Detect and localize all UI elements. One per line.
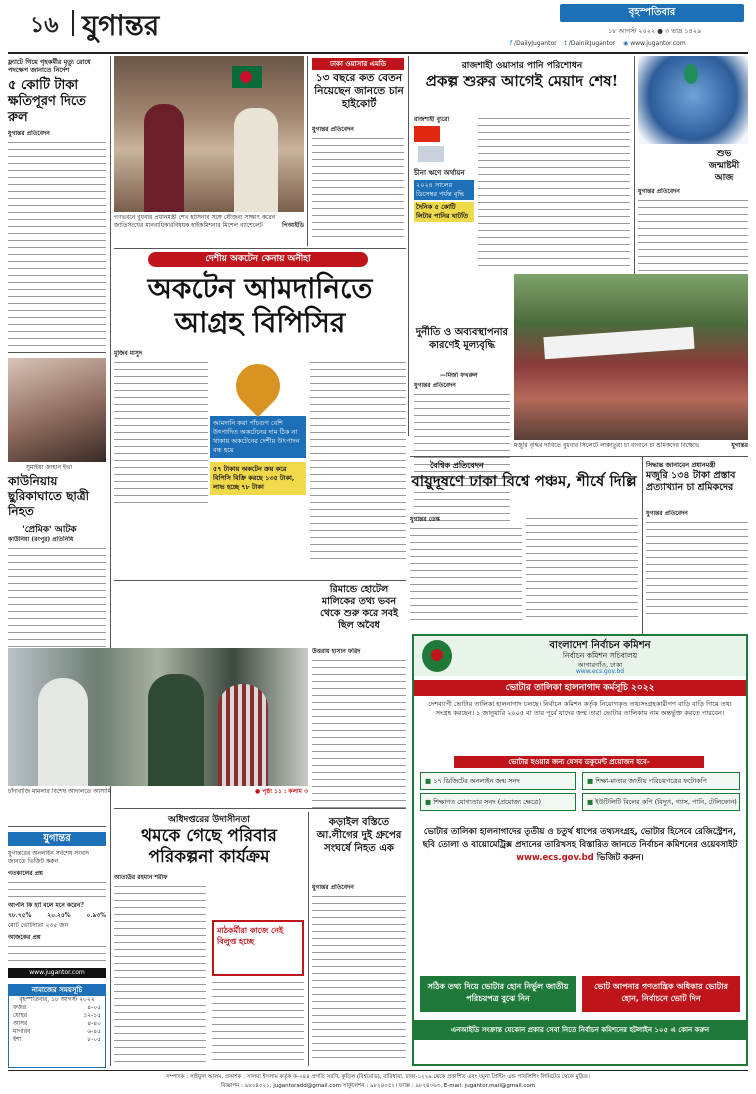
court-photo (8, 648, 308, 786)
info-text-2: ৫৭ টাকায় অকটেন ক্রয় করে বিপিসি বিক্রি করছে ১৩৫ টাকা, লাভ হচ্ছে ৭৮ টাকা (210, 462, 306, 495)
china-flag-icon (414, 126, 440, 142)
prayer-row: আসর ৪-৪০ (13, 1020, 101, 1027)
check-icon: ■ (587, 777, 594, 785)
weekday-badge: বৃহস্পতিবার (560, 4, 744, 22)
social-link-1[interactable]: /DailyJugantor (514, 40, 557, 47)
web-icon: ◉ (623, 40, 629, 47)
ec-title: বাংলাদেশ নির্বাচন কমিশন (549, 640, 651, 651)
air-body-2 (526, 516, 638, 622)
rajshahi-byline: রাজশাহী ব্যুরো (414, 116, 450, 123)
rajshahi-box-line: দৈনিক ৫ কোটি লিটার পানির ঘাটতি (414, 202, 474, 222)
prayer-date: বৃহস্পতিবার, ১৮ আগস্ট ২০২২ (19, 996, 95, 1003)
rajshahi-kicker: রাজশাহী ওয়াসার পানি পরিশোধন (461, 61, 583, 71)
air-body-1 (410, 526, 522, 622)
krishna-title: শুভ জন্মাষ্টমী আজ (708, 149, 740, 183)
victim-caption: সুমাইয়া জাহান ইভা (26, 464, 73, 471)
social-link-3[interactable]: www.jugantor.com (630, 40, 686, 47)
pm-meeting-photo (114, 56, 304, 212)
air-headline: বায়ুদূষণে ঢাকা বিশ্বে পঞ্চম, শীর্ষে দিল্লি (411, 472, 637, 490)
info-text-1: আমদানি করা পাঁচগুণ বেশি উৎপাদিত অকটেনের দাম ঠিক না থাকায় অকটেনের দেশীয় উৎপাদন বন্ধ হয়ে (210, 416, 306, 458)
octane-byline: মুজিব মাসুদ (114, 350, 143, 357)
prayer-title: নামাজের সময়সূচি (9, 985, 105, 996)
yesterday-label: গতকালের প্রশ্ন (8, 870, 43, 877)
ec-doc-item: ■ ১৭ ডিজিটের অনলাইন জন্ম সনদ (420, 772, 576, 790)
prayer-row: ইশা ৮-০৫ (13, 1036, 101, 1043)
imprint-line-1: সম্পাদক : সাইফুল আলম, প্রকাশক : সালমা ইসলাম কর্তৃক ক-২৪৪ প্রগতি সরণি, কুড়িল (বিশ্বরোড), বারিধারা, ঢাকা-১২২৯ থেকে প্রকাশিত এবং যমুনা প্রিন্টিং এন্ড পাবলিশিং লিমিটেড থেকে মুদ্রিত। (166, 1074, 590, 1080)
octane-headline: অকটেন আমদানিতে আগ্রহ বিপিসির (147, 272, 373, 339)
ec-advert (412, 634, 748, 1066)
ec-docs-title: ভোটার হওয়ার জন্য যেসব ডকুমেন্ট প্রয়োজন হবে- (454, 756, 704, 768)
date-line: ১৮ আগস্ট ২০২২ ● ৩ ভাদ্র ১৪২৯ (608, 27, 702, 35)
salary-kicker: ঢাকা ওয়াসার এমডি (312, 58, 404, 70)
victim-photo (8, 358, 106, 462)
ec-footer: এনআইডি সংক্রান্ত যেকোন প্রকার সেবা নিতে নির্বাচন কমিশনের হটলাইন ১০৫ এ কোন করুন (414, 1020, 746, 1040)
answer-label: আপনি কি হ্যাঁ বলে মনে করেন? (8, 902, 84, 909)
story2-headline: কাউনিয়ায় ছুরিকাঘাতে ছাত্রী নিহত (8, 474, 90, 518)
rajshahi-box-line: ২০২৪ সালের ডিসেম্বর পর্যন্ত বৃদ্ধি (414, 180, 474, 200)
ec-sub2: আগারগাঁও, ঢাকা (577, 661, 623, 669)
clash-headline: কড়াইল বস্তিতে আ.লীগের দুই গ্রুপের সংঘর্ষে নিহত এক (316, 817, 402, 854)
family-body-1 (114, 884, 206, 1064)
clash-body (312, 894, 406, 1064)
ec-banner: ভোটার তালিকা হালনাগাদ কর্মসূচি ২০২২ (414, 680, 746, 696)
family-kicker: অধিদপ্তরের উদাসীনতা (168, 815, 250, 825)
octane-kicker: দেশীয় অকটেন কেনায় অনীহা (148, 252, 368, 267)
protest-photo (514, 274, 748, 440)
peacock-feather-icon (684, 64, 698, 84)
twitter-icon: t (564, 40, 567, 47)
octane-body-2 (310, 360, 406, 560)
prayer-row: মাগরিব ৬-৪৫ (13, 1028, 101, 1035)
story1-kicker: ফ্ল্যাটে গিয়ে গৃহকর্মীর মৃত্যু রোধে পদক্ষেপ জানাতে নির্দেশ (8, 58, 91, 74)
yesterday-question (8, 880, 106, 900)
family-headline: থমকে গেছে পরিবার পরিকল্পনা কার্যক্রম (141, 826, 277, 867)
rajshahi-headline: প্রকল্প শুরুর আগেই মেয়াদ শেষ! (425, 72, 619, 90)
inflation-headline: দুর্নীতি ও অব্যবস্থাপনার কারণেই মূল্যবৃদ্ধি (415, 327, 509, 351)
mask-figure (38, 678, 88, 786)
check-icon: ■ (425, 777, 432, 785)
today-question (8, 944, 106, 966)
protest-banner (543, 327, 694, 359)
promo-logo: যুগান্তর (8, 832, 106, 846)
story1-body (8, 140, 106, 346)
ec-green-box: সঠিক তথ্য দিয়ে ভোটার হোন নির্ভুল জাতীয় পরিচয়পত্র বুঝে নিন (420, 976, 576, 1012)
story2-kicker: 'প্রেমিক' আটক (22, 525, 77, 535)
ec-url[interactable]: www.ecs.gov.bd (575, 668, 625, 675)
flag-shape (232, 66, 262, 88)
check-icon: ■ (425, 798, 432, 806)
ec-red-box: ভোট আপনার গণতান্ত্রিক অধিকার ভোটার হোন, নির্বাচনে ভোট দিন (582, 976, 740, 1012)
story1-headline: ৫ কোটি টাকা ক্ষতিপূরণ দিতে রুল (8, 78, 86, 125)
oil-drop-icon (227, 355, 289, 417)
striped-figure (218, 684, 268, 786)
family-body-2 (212, 980, 304, 1064)
salary-body (312, 136, 404, 240)
air-byline: যুগান্তর ডেস্ক (410, 516, 440, 523)
salary-byline: যুগান্তর প্রতিবেদন (312, 126, 354, 133)
inflation-credit: —মির্জা ফখরুল (440, 372, 478, 379)
tea-body (646, 520, 748, 620)
court-caption: চাঁদাবাজি মামলার বিশেষ আদালতে আসামি ● পৃষ্ঠা ১১ : কলাম ৩ (8, 788, 308, 795)
hotel-byline: উত্তরায় হাসান ফরিদ (312, 648, 361, 655)
prayer-box (8, 984, 106, 1068)
ec-docs (420, 772, 740, 812)
person-left (144, 104, 184, 212)
air-kicker: বৈশ্বিক প্রতিবেদন (430, 461, 484, 470)
rajshahi-box (414, 126, 474, 236)
ec-doc-item: ■ শিক্ষা-মাতার জাতীয় পরিচয়পত্রের ফটোকপি (582, 772, 740, 790)
prayer-row: ফজর ৪-০৫ (13, 1004, 101, 1011)
story1-byline: যুগান্তর প্রতিবেদন (8, 130, 50, 137)
bank-icon (418, 146, 444, 162)
ec-doc-item: ■ ইউটিলিটি বিলের কপি (বিদ্যুৎ, গ্যাস, পানি, টেলিফোন) (582, 793, 740, 811)
masthead (0, 0, 756, 52)
oil-graphic (210, 360, 306, 520)
website-bar[interactable]: www.jugantor.com (8, 968, 106, 978)
ec-logo-icon (422, 640, 452, 672)
family-byline: আতাউর রহমান শরীফ (114, 874, 168, 881)
ec-body: দেশব্যাপী ভোটার তালিকা হালনাগাদ চলছে। নির্বাচন কমিশন কর্তৃক নিয়োগকৃত তথ্যসংগ্রহকারীগণ বাড়ি বাড়ি গিয়ে তথ্য সংগ্রহ করছেন। ১ জানুয়ারি ২০০৫ বা তার পূর্বে যাদের জন্ম তারা ভোটার তালিকায় নাম অন্তর্ভুক্ত করতে পারবেন। (428, 700, 732, 717)
tea-headline: মজুরি ১৩৪ টাকা প্রস্তাব প্রত্যাখ্যান চা শ্রমিকদের (646, 470, 736, 493)
pm-photo-caption: গণভবনে বুধবার প্রধানমন্ত্রী শেখ হাসিনার সঙ্গে সৌজন্য সাক্ষাৎ করেন জাতিসংঘের মানবাধিকারবিষয়ক হাইকমিশনার মিশেল ব্যাশেলেট পিআইডি (114, 214, 304, 229)
ec-doc-item: ■ শিক্ষাগত যোগ্যতার সনদ (প্রযোজ্য ক্ষেত্রে) (420, 793, 576, 811)
clash-byline: যুগান্তর প্রতিবেদন (312, 884, 354, 891)
hotel-body (312, 658, 406, 810)
imprint-line-2: বিজ্ঞাপন : ৯৮২৪০২১, jugantoradd@gmail.com সার্কুলেশন : ৯৮২৪০৫২। ফ্যাক্স : ৯৮২৪০৬৩, E-mail: jugantor.mail@gmail.com (220, 1083, 536, 1089)
social-link-2[interactable]: /DainikJugantor (568, 40, 616, 47)
prayer-row: যোহর ১২-১৫ (13, 1012, 101, 1019)
question-label: আজকের প্রশ্ন (8, 934, 41, 941)
social-bar (510, 40, 746, 50)
story2-byline: কাউনিয়া (রংপুর) প্রতিনিধি (8, 536, 74, 543)
protest-caption: মজুরি বৃদ্ধির দাবিতে বুধবার সিলেটে লাক্কাতুরা চা বাগানে চা শ্রমিকদের বিক্ষোভ যুগান্তর (514, 442, 748, 449)
krishna-art (638, 56, 748, 144)
paper-logo: যুগান্তর (82, 9, 160, 42)
promo-note: যুগান্তরের অনলাইন সর্বশেষ সংবাদ জানতে ভিজিট করুন (8, 850, 90, 865)
person-right (234, 108, 278, 212)
left-column (8, 56, 108, 1066)
rajshahi-box-title: চীনা ঋণে অর্থায়ন (414, 168, 465, 177)
check-icon: ■ (587, 798, 594, 806)
krishna-byline: যুগান্তর প্রতিবেদন (638, 188, 680, 195)
tea-kicker: সিদ্ধান্ত জানাবেন প্রধানমন্ত্রী (646, 461, 716, 469)
tea-byline: যুগান্তর প্রতিবেদন (646, 510, 688, 517)
rajshahi-body (478, 116, 630, 268)
octane-body-1 (114, 360, 208, 506)
family-callout: মাঠকর্মীরা কাজে নেই বিলুপ্ত হচ্ছে (212, 920, 304, 976)
ec-header (414, 636, 746, 676)
ec-sub1: নির্বাচন কমিশন সচিবালয় (562, 651, 638, 660)
vote-note: মোট ভোটদাতা ২৩৫ জন (8, 922, 69, 929)
inflation-byline: যুগান্তর প্রতিবেদন (414, 382, 456, 389)
salary-headline: ১৩ বছরে কত বেতন নিয়েছেন জানতে চান হাইকোর্ট (314, 72, 404, 110)
hotel-headline: রিমান্ডে হোটেল মালিকের তথ্য ভবন থেকে শুরু করে সবই ছিল অবৈধ (319, 584, 399, 631)
police-figure (148, 674, 204, 786)
vote-percents: ৭৮.৭৫% ২০.২৫% ০.৯৩% (8, 912, 106, 919)
facebook-icon: f (510, 40, 513, 47)
page-number: ১৬ (30, 12, 59, 38)
ec-notice: ভোটার তালিকা হালনাগাদের তৃতীয় ও চতুর্থ ধাপের তথ্যসংগ্রহ, ভোটার হিসেবে রেজিস্ট্রেশন, ছবি তোলা ও বায়োমেট্রিক্স প্রদানের তারিখসহ বিস্তারিত জানতে নির্বাচন কমিশনের ওয়েবসাইট www.ecs.gov.bd ভিজিট করুন। (422, 827, 738, 863)
